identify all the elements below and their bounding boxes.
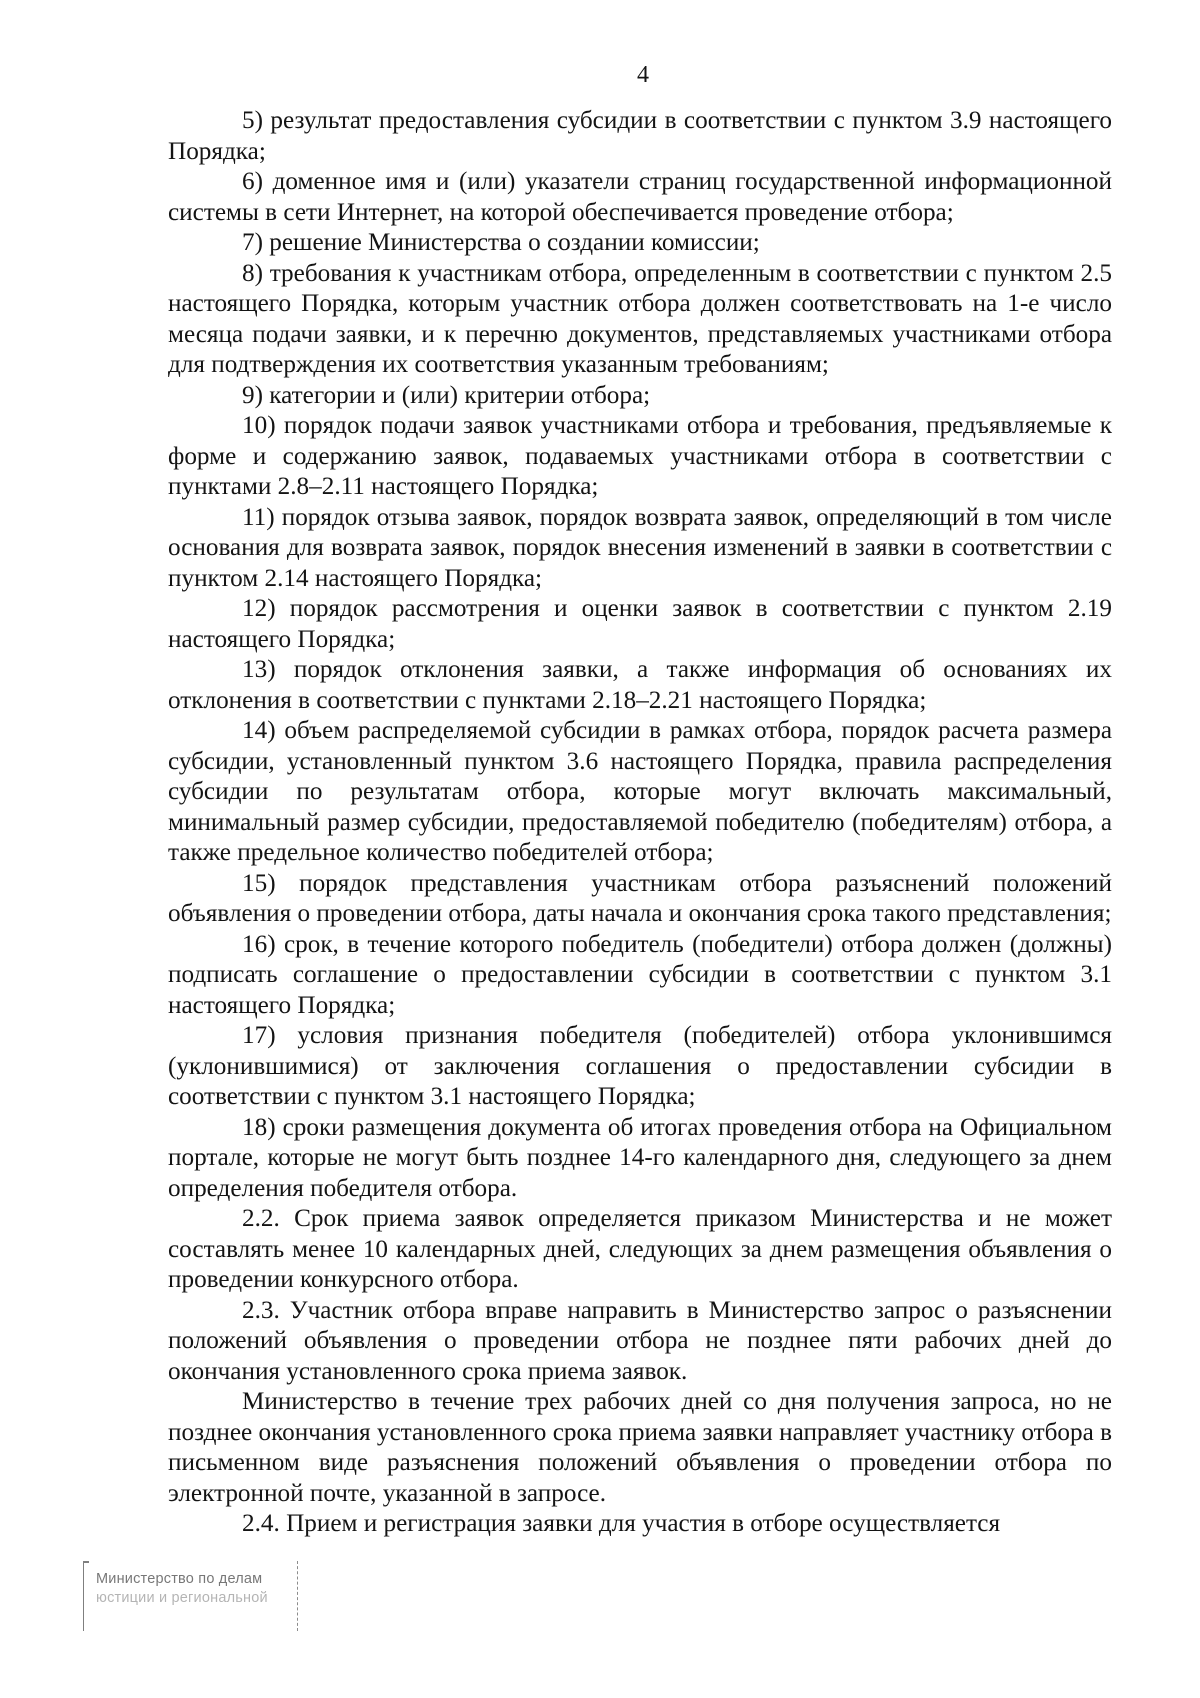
paragraph-clause-2-3: 2.3. Участник отбора вправе направить в Министерство запрос о разъяснении положений объявления о проведении отбора не позднее пяти рабочих дней до окончания установленного срока приема заявок. xyxy=(168,1296,1112,1385)
paragraph-item-8: 8) требования к участникам отбора, определенным в соответствии с пунктом 2.5 настоящего Порядка, которым участник отбора должен соответствовать на 1-е число месяца подачи заявки, и к перечню документов, представляемых участниками отбора для подтверждения их соответствия указанным требованиям; xyxy=(168,259,1112,378)
paragraph-item-17: 17) условия признания победителя (победителей) отбора уклонившимся (уклонившимися) от заключения соглашения о предоставлении субсидии в соответствии с пунктом 3.1 настоящего Порядка; xyxy=(168,1022,1112,1110)
paragraph-item-5: 5) результат предоставления субсидии в соответствии с пунктом 3.9 настоящего Порядка; xyxy=(168,107,1112,165)
paragraph-item-12: 12) порядок рассмотрения и оценки заявок в соответствии с пунктом 2.19 настоящего Порядка; xyxy=(168,595,1112,653)
paragraph-item-16: 16) срок, в течение которого победитель (победители) отбора должен (должны) подписать соглашение о предоставлении субсидии в соответствии с пунктом 3.1 настоящего Порядка; xyxy=(168,930,1112,1019)
paragraph-item-9: 9) категории и (или) критерии отбора; xyxy=(242,381,651,409)
paragraph-item-13: 13) порядок отклонения заявки, а также информация об основаниях их отклонения в соответствии с пунктами 2.18–2.21 настоящего Порядка; xyxy=(168,656,1112,714)
stamp-line-1: Министерство по делам xyxy=(96,1571,263,1587)
paragraph-ministry-response: Министерство в течение трех рабочих дней со дня получения запроса, но не позднее окончания установленного срока приема заявки направляет участнику отбора в письменном виде разъяснения положений объявления о проведении отбора по электронной почте, указанной в запросе. xyxy=(168,1388,1112,1507)
paragraph-item-6: 6) доменное имя и (или) указатели страниц государственной информационной системы в сети Интернет, на которой обеспечивается проведение отбора; xyxy=(168,168,1112,226)
paragraph-clause-2-4: 2.4. Прием и регистрация заявки для участия в отборе осуществляется xyxy=(242,1510,1001,1537)
paragraph-item-14: 14) объем распределяемой субсидии в рамках отбора, порядок расчета размера субсидии, установленный пунктом 3.6 настоящего Порядка, правила распределения субсидии по результатам отбора, которые могут включать максимальный, минимальный размер субсидии, предоставляемой победителю (победителям) отбора, а также предельное количество победителей отбора; xyxy=(168,717,1112,866)
paragraph-item-7: 7) решение Министерства о создании комиссии; xyxy=(242,229,760,256)
paragraph-item-10: 10) порядок подачи заявок участниками отбора и требования, предъявляемые к форме и содержанию заявок, подаваемых участниками отбора в соответствии с пунктами 2.8–2.11 настоящего Порядка; xyxy=(168,412,1112,500)
paragraph-item-11: 11) порядок отзыва заявок, порядок возврата заявок, определяющий в том числе основания для возврата заявок, порядок внесения изменений в заявки в соответствии с пунктом 2.14 настоящего Порядка; xyxy=(168,503,1112,592)
page-number: 4 xyxy=(637,62,649,88)
ministry-stamp xyxy=(83,1561,298,1631)
paragraph-item-15: 15) порядок представления участникам отбора разъяснений положений объявления о проведении отбора, даты начала и окончания срока такого представления; xyxy=(168,869,1112,927)
stamp-line-2: юстиции и региональной xyxy=(96,1590,268,1606)
paragraph-item-18: 18) сроки размещения документа об итогах проведения отбора на Официальном портале, которые не могут быть позднее 14-го календарного дня, следующего за днем определения победителя отбора. xyxy=(168,1113,1112,1202)
stamp-corner-mark xyxy=(83,1561,89,1563)
paragraph-clause-2-2: 2.2. Срок приема заявок определяется приказом Министерства и не может составлять менее 10 календарных дней, следующих за днем размещения объявления о проведении конкурсного отбора. xyxy=(168,1205,1112,1293)
document-body xyxy=(168,106,1112,1540)
